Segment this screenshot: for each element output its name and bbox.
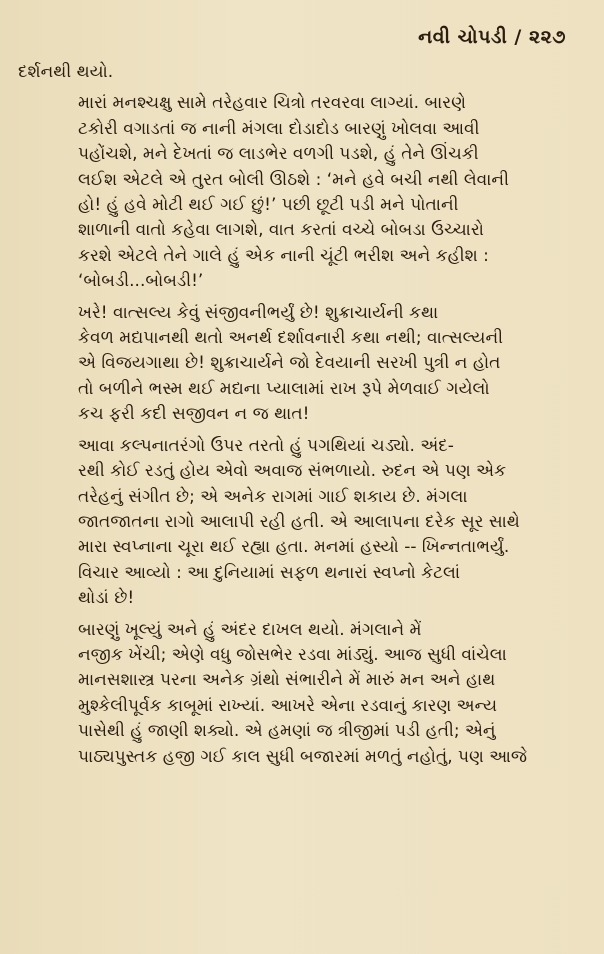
text-line: એ વિજયગાથા છે! શુક્રાચાર્યને જો દેવયાની સરખી પુત્રી ન હોત bbox=[78, 353, 501, 374]
text-line: પાઠ્યપુસ્તક હજી ગઈ કાલ સુધી બજારમાં મળતું નહોતું, પણ આજે bbox=[78, 746, 527, 767]
text-line: માનસશાસ્ત્ર પરના અનેક ગ્રંથો સંભારીને મેં મારું મન અને હાથ bbox=[78, 670, 496, 691]
text-line: થોડાં છે! bbox=[78, 588, 135, 609]
text-line: તો બળીને ભસ્મ થઈ મદ્યના પ્યાલામાં રાખ રૂપે મેળવાઈ ગયેલો bbox=[78, 378, 490, 399]
text-line: કચ ફરી કદી સજીવન ન જ થાત! bbox=[78, 404, 310, 425]
text-line: તરેહનું સંગીત છે; એ અનેક રાગમાં ગાઈ શકાય છે. મંગલા bbox=[78, 486, 468, 507]
text-line: મુશ્કેલીપૂર્વક કાબૂમાં રાખ્યાં. આખરે એના રડવાનું કારણ અન્ય bbox=[78, 695, 498, 716]
text-line: વિચાર આવ્યો : આ દુનિયામાં સફળ થનારાં સ્વપ્નો કેટલાં bbox=[78, 562, 461, 583]
text-line: નજીક ખેંચી; એણે વધુ જોસભેર રડવા માંડ્યું. આજ સુધી વાંચેલા bbox=[78, 644, 507, 665]
text-line: મારાં મનશ્ચક્ષુ સામે તરેહવાર ચિત્રો તરવરવા લાગ્યાં. બારણે bbox=[78, 93, 466, 114]
paragraph bbox=[18, 91, 576, 294]
running-header: નવી ચોપડી / ૨૨૭ bbox=[418, 26, 566, 48]
text-line: જાતજાતના રાગો આલાપી રહી હતી. એ આલાપના દરેક સૂર સાથે bbox=[78, 511, 520, 532]
text-line: પહોંચશે, મને દેખતાં જ લાડભેર વળગી પડશે, હું તેને ઊંચકી bbox=[78, 144, 479, 165]
text-line: આવા કલ્પનાતરંગો ઉપર તરતો હું પગથિયાં ચડ્યો. અંદ- bbox=[78, 435, 454, 456]
text-line: શાળાની વાતો કહેવા લાગશે, વાત કરતાં વચ્ચે બોબડા ઉચ્ચારો bbox=[78, 220, 484, 241]
paragraph bbox=[18, 301, 576, 428]
text-line: રથી કોઈ રડતું હોય એવો અવાજ સંભળાયો. રુદન એ પણ એક bbox=[78, 461, 507, 482]
text-line: ‘બોબડી...બોબડી!’ bbox=[78, 271, 204, 292]
text-line: કેવળ મદ્યપાનથી થતો અનર્થ દર્શાવનારી કથા નથી; વાત્સલ્યની bbox=[78, 328, 503, 349]
paragraph bbox=[18, 618, 576, 770]
text-line: બારણું ખૂલ્યું અને હું અંદર દાખલ થયો. મંગલાને મેં bbox=[78, 619, 422, 640]
text-line: ખરે! વાત્સલ્ય કેવું સંજીવનીભર્યું છે! શુક્રાચાર્યની કથા bbox=[78, 302, 439, 323]
text-line: કરશે એટલે તેને ગાલે હું એક નાની ચૂંટી ભરીશ અને કહીશ : bbox=[78, 245, 489, 266]
text-line: મારા સ્વપ્નાના ચૂરા થઈ રહ્યા હતા. મનમાં હસ્યો -- ખિન્નતાભર્યું. bbox=[78, 537, 510, 558]
paragraph bbox=[18, 60, 576, 85]
paragraph bbox=[18, 434, 576, 612]
text-line: પાસેથી હું જાણી શક્યો. એ હમણાં જ ત્રીજીમાં પડી હતી; એનું bbox=[78, 721, 496, 742]
text-line: લઈશ એટલે એ તુરત બોલી ઊઠશે : ‘મને હવે બચી નથી લેવાની bbox=[78, 169, 509, 190]
text-line: ટકોરી વગાડતાં જ નાની મંગલા દોડાદોડ બારણું ખોલવા આવી bbox=[78, 118, 480, 139]
page-body-text bbox=[18, 60, 576, 776]
text-line: હો! હું હવે મોટી થઈ ગઈ છું!’ પછી છૂટી પડી મને પોતાની bbox=[78, 195, 459, 216]
text-line: દર્શનથી થયો. bbox=[18, 62, 114, 82]
